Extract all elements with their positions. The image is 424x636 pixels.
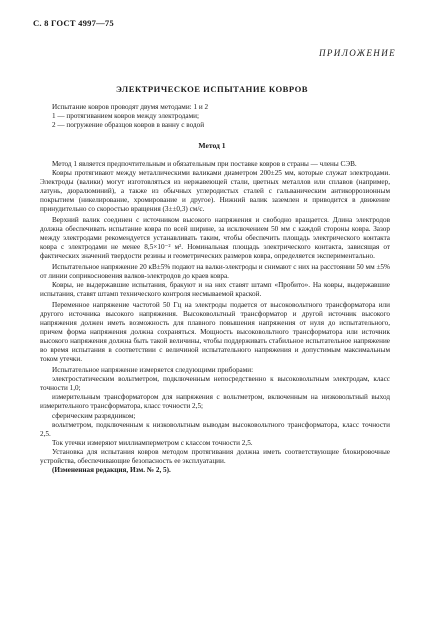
document-title: ЭЛЕКТРИЧЕСКОЕ ИСПЫТАНИЕ КОВРОВ <box>116 84 308 94</box>
paragraph: Метод 1 является предпочтительным и обязательным при поставке ковров в страны — члены СЭВ. <box>52 160 357 168</box>
page-header: С. 8 ГОСТ 4997—75 <box>33 18 114 28</box>
method-heading: Метод 1 <box>198 141 226 150</box>
body-text <box>40 160 390 475</box>
paragraph: Верхний валик соединен с источником высокого напряжения и свободно вращается. Длина электродов должна обеспечивать испытание ковра по всей ширине, за исключением 50 мм с каждой стороны ковра. Зазор между электродами рекомендуется устанавливать таким, чтобы обеспечить площадь электрического контакта ковра с электродами не менее 8,5×10⁻² м². Номинальная площадь электрического контакта, зависящая от фактических значений твердости резины и геометрических размеров ковра, определяется экспериментально. <box>40 216 390 261</box>
paragraph: Ток утечки измеряют миллиамперметром с классом точности 2,5. <box>52 438 253 447</box>
intro-line: 1 — протягиванием ковров между электродами; <box>52 112 199 121</box>
paragraph: Испытательное напряжение 20 кВ±5% подают на валки-электроды и снимают с них на расстоянии 50 мм ±5% от линии соприкосновения валков-электродов до краев ковра. <box>40 263 390 281</box>
intro-line: Испытание ковров проводят двумя методами: 1 и 2 <box>52 103 209 111</box>
paragraph: Переменное напряжение частотой 50 Гц на электроды подается от высоковольтного трансформатора или другого источника высокого напряжения. Высоковольтный трансформатор и другой источник высокого напряжения должен иметь возможность для плавного повышения напряжения от нуля до испытательного, причем форма напряжения должна сохраняться. Мощность высоковольтного трансформатора или источник высокого напряжения должна быть такой величины, чтобы поддерживать стабильное испытательное напряжение во время испытания в соответствии с величиной испытательного напряжения и допустимым максимальным током утечки. <box>40 300 390 364</box>
paragraph: Установка для испытания ковров методом протягивания должна иметь соответствующие блокировочные устройства, обеспечивающие безопасность ее эксплуатации. <box>40 447 390 465</box>
paragraph: Ковры протягивают между металлическими валиками диаметром 200±25 мм, которые служат электродами. Электроды (валики) могут изготовляться из нержавеющей стали, цветных металлов или сплавов (например, латунь, дюралюминий), а также из обычных углеродистых сталей с гальваническим антикоррозионным покрытием (никелирование, хромирование и другое). Нижний валик заземлен и приводится в движение принудительно со скоростью вращения (3±±0,3) см/с. <box>40 169 390 214</box>
paragraph: Испытательное напряжение измеряется следующими приборами: <box>52 366 254 375</box>
intro-block <box>40 103 390 130</box>
revision-note: (Измененная редакция, Изм. № 2, 5). <box>52 466 171 475</box>
intro-line: 2 — погружение образцов ковров в ванну с водой <box>52 121 205 130</box>
paragraph: электростатическим вольтметром, подключенным непосредственно к высоковольтным электродам, класс точности 1,0; <box>40 375 390 393</box>
paragraph: Ковры, не выдержавшие испытания, бракуют и на них ставят штамп «Пробито». На ковры, выдержавшие испытания, ставят штамп технического контроля несмываемой краской. <box>40 281 390 299</box>
paragraph: сферическим разрядником; <box>52 411 136 420</box>
paragraph: измерительным трансформатором для напряжения с вольтметром, включенным на низковольтный выход измерительного трансформатора, класс точности 2,5; <box>40 393 390 411</box>
paragraph: вольтметром, подключенным к низковольтным выводам высоковольтного трансформатора, класс точности 2,5. <box>40 420 390 438</box>
appendix-label: ПРИЛОЖЕНИЕ <box>319 48 396 58</box>
